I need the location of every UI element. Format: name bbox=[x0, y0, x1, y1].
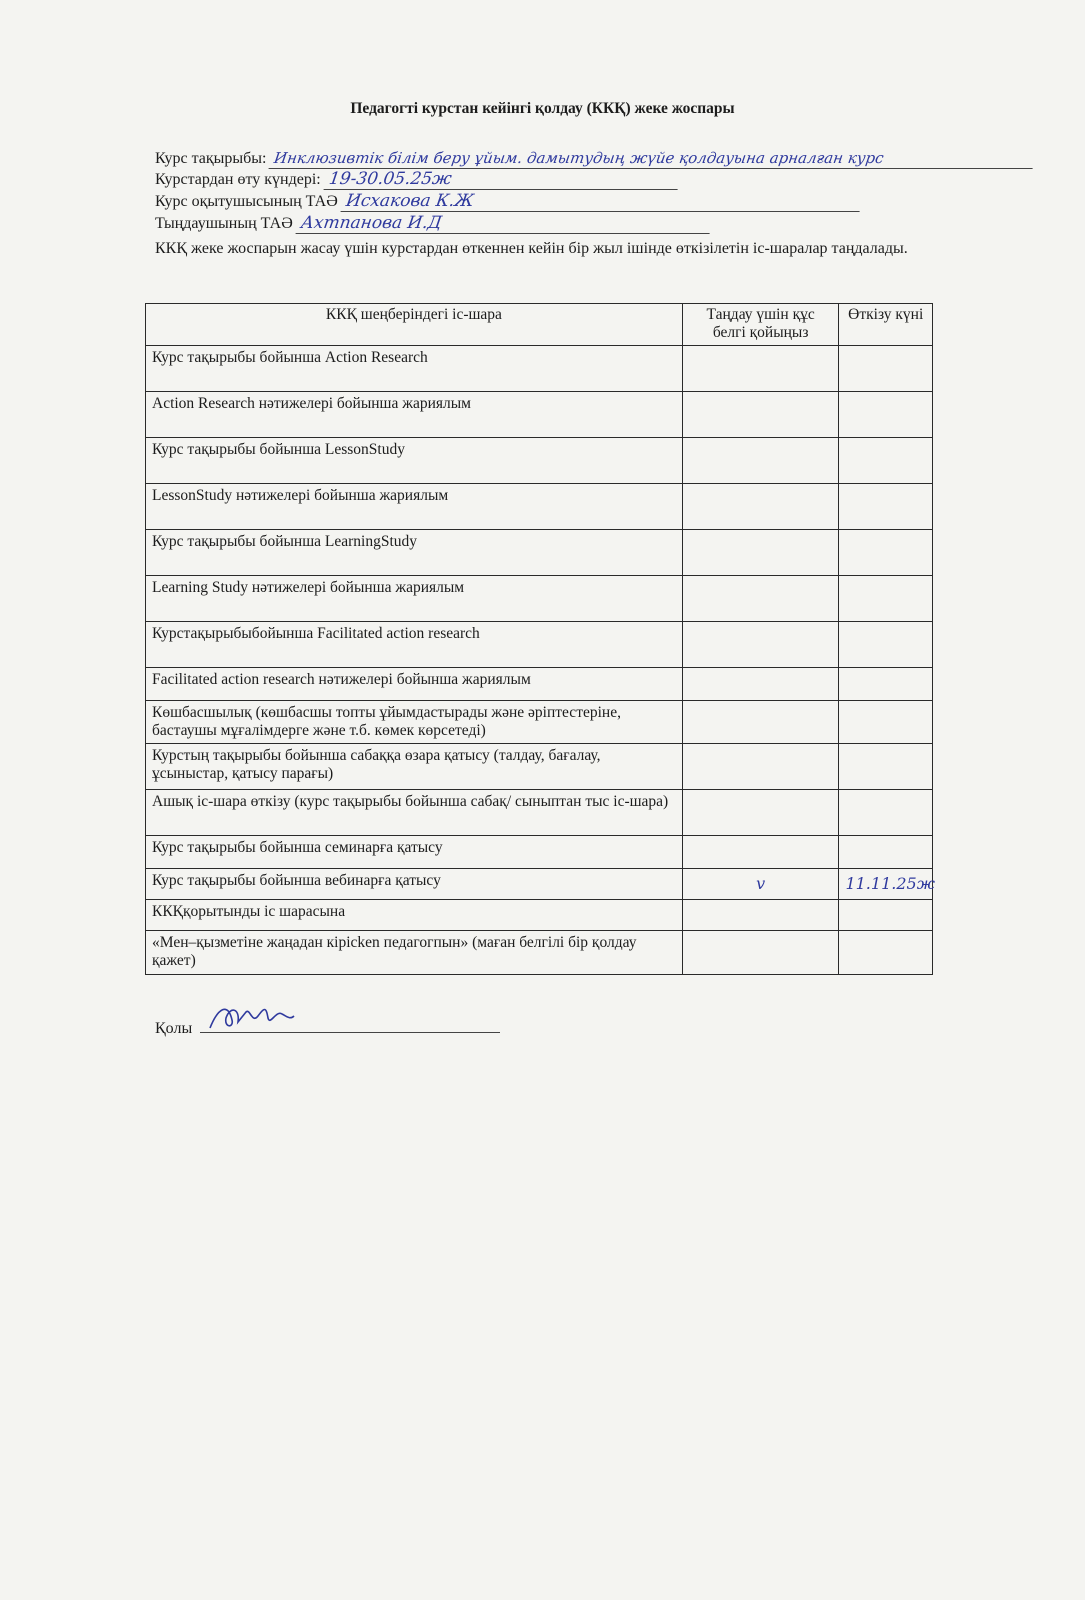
listener-label: Тыңдаушының ТАӘ bbox=[155, 215, 293, 232]
activity-cell: LessonStudy нәтижелері бойынша жариялым bbox=[146, 484, 683, 530]
date-cell[interactable] bbox=[839, 668, 933, 701]
course-dates-value: 19-30.05.25ж bbox=[323, 169, 680, 190]
checkmark: v bbox=[756, 873, 766, 893]
document-title: Педагогті курстан кейінгі қолдау (ККҚ) жеке жоспары bbox=[350, 100, 735, 117]
date-cell[interactable] bbox=[839, 836, 933, 869]
date-cell[interactable] bbox=[839, 869, 933, 900]
intro-paragraph: ККҚ жеке жоспарын жасау үшін курстардан өткеннен кейін бір жыл ішінде өткізілетін іс-шаралар таңдалады. bbox=[155, 240, 908, 257]
table-row bbox=[146, 392, 933, 438]
mark-cell[interactable] bbox=[682, 701, 839, 744]
header-date: Өткізу күні bbox=[839, 304, 933, 346]
course-topic-field bbox=[155, 148, 1034, 169]
table-row bbox=[146, 744, 933, 790]
activity-cell: «Мен–қызметіне жаңадан кірісken педагогпын» (маған белгілі бір қолдау қажет) bbox=[146, 931, 683, 975]
table-row bbox=[146, 438, 933, 484]
date-cell[interactable] bbox=[839, 900, 933, 931]
activity-cell: Курс тақырыбы бойынша LearningStudy bbox=[146, 530, 683, 576]
course-dates-field bbox=[155, 169, 679, 190]
listener-value: Ахтпанова И.Д bbox=[295, 213, 712, 234]
table-row bbox=[146, 668, 933, 701]
activities-table bbox=[145, 303, 933, 975]
trainer-label: Курс оқытушысының ТАӘ bbox=[155, 193, 338, 210]
activity-cell: Action Research нәтижелері бойынша жариялым bbox=[146, 392, 683, 438]
date-cell[interactable] bbox=[839, 744, 933, 790]
listener-field bbox=[155, 213, 711, 234]
table-row bbox=[146, 836, 933, 869]
mark-cell[interactable] bbox=[682, 836, 839, 869]
activity-cell: Курстың тақырыбы бойынша сабаққа өзара қатысу (талдау, бағалау, ұсыныстар, қатысу парағы) bbox=[146, 744, 683, 790]
course-topic-label: Курс тақырыбы: bbox=[155, 150, 267, 167]
mark-cell[interactable] bbox=[682, 668, 839, 701]
table-row bbox=[146, 576, 933, 622]
activity-cell: Курстақырыбыбойынша Facilitated action research bbox=[146, 622, 683, 668]
activity-cell: Курс тақырыбы бойынша семинарға қатысу bbox=[146, 836, 683, 869]
header-mark: Таңдау үшін құс белгі қойыңыз bbox=[682, 304, 839, 346]
date-value: 11.11.25ж bbox=[845, 873, 935, 893]
mark-cell[interactable] bbox=[682, 790, 839, 836]
activity-cell: ККҚқорытынды іс шарасына bbox=[146, 900, 683, 931]
mark-cell[interactable] bbox=[682, 622, 839, 668]
mark-cell[interactable] bbox=[682, 931, 839, 975]
date-cell[interactable] bbox=[839, 392, 933, 438]
signature-line bbox=[200, 1018, 500, 1033]
date-cell[interactable] bbox=[839, 530, 933, 576]
date-cell[interactable] bbox=[839, 701, 933, 744]
mark-cell[interactable] bbox=[682, 744, 839, 790]
table-header-row bbox=[146, 304, 933, 346]
course-topic-value: Инклюзивтік білім беру ұйым. дамытудың жүйе қолдауына арналған курс bbox=[269, 148, 1036, 169]
table-row bbox=[146, 530, 933, 576]
trainer-value: Исхакова К.Ж bbox=[340, 191, 862, 212]
activity-cell: Көшбасшылық (көшбасшы топты ұйымдастырады және әріптестеріне, бастаушы мұғалімдерге және т.б. көмек көрсетеді) bbox=[146, 701, 683, 744]
mark-cell[interactable] bbox=[682, 530, 839, 576]
activity-cell: Facilitated action research нәтижелері бойынша жариялым bbox=[146, 668, 683, 701]
signature-image bbox=[206, 998, 296, 1034]
mark-cell[interactable] bbox=[682, 438, 839, 484]
table-row bbox=[146, 931, 933, 975]
mark-cell[interactable] bbox=[682, 484, 839, 530]
mark-cell[interactable] bbox=[682, 346, 839, 392]
table-row bbox=[146, 484, 933, 530]
activity-cell: Курс тақырыбы бойынша Action Research bbox=[146, 346, 683, 392]
table-row bbox=[146, 346, 933, 392]
trainer-field bbox=[155, 191, 861, 212]
activity-cell: Ашық іс-шара өткізу (курс тақырыбы бойынша сабақ/ сыныптан тыс іс-шара) bbox=[146, 790, 683, 836]
signature-field bbox=[155, 1018, 500, 1038]
course-dates-label: Курстардан өту күндері: bbox=[155, 171, 321, 188]
mark-cell[interactable] bbox=[682, 869, 839, 900]
mark-cell[interactable] bbox=[682, 576, 839, 622]
activity-cell: Курс тақырыбы бойынша вебинарға қатысу bbox=[146, 869, 683, 900]
mark-cell[interactable] bbox=[682, 900, 839, 931]
date-cell[interactable] bbox=[839, 484, 933, 530]
table-row bbox=[146, 869, 933, 900]
table-row bbox=[146, 900, 933, 931]
date-cell[interactable] bbox=[839, 576, 933, 622]
table-row bbox=[146, 701, 933, 744]
date-cell[interactable] bbox=[839, 790, 933, 836]
table-row bbox=[146, 790, 933, 836]
date-cell[interactable] bbox=[839, 438, 933, 484]
activity-cell: Learning Study нәтижелері бойынша жариялым bbox=[146, 576, 683, 622]
mark-cell[interactable] bbox=[682, 392, 839, 438]
date-cell[interactable] bbox=[839, 931, 933, 975]
signature-label: Қолы bbox=[155, 1020, 193, 1037]
date-cell[interactable] bbox=[839, 622, 933, 668]
activity-cell: Курс тақырыбы бойынша LessonStudy bbox=[146, 438, 683, 484]
header-activity: ККҚ шеңберіндегі іс-шара bbox=[146, 304, 683, 346]
date-cell[interactable] bbox=[839, 346, 933, 392]
table-row bbox=[146, 622, 933, 668]
